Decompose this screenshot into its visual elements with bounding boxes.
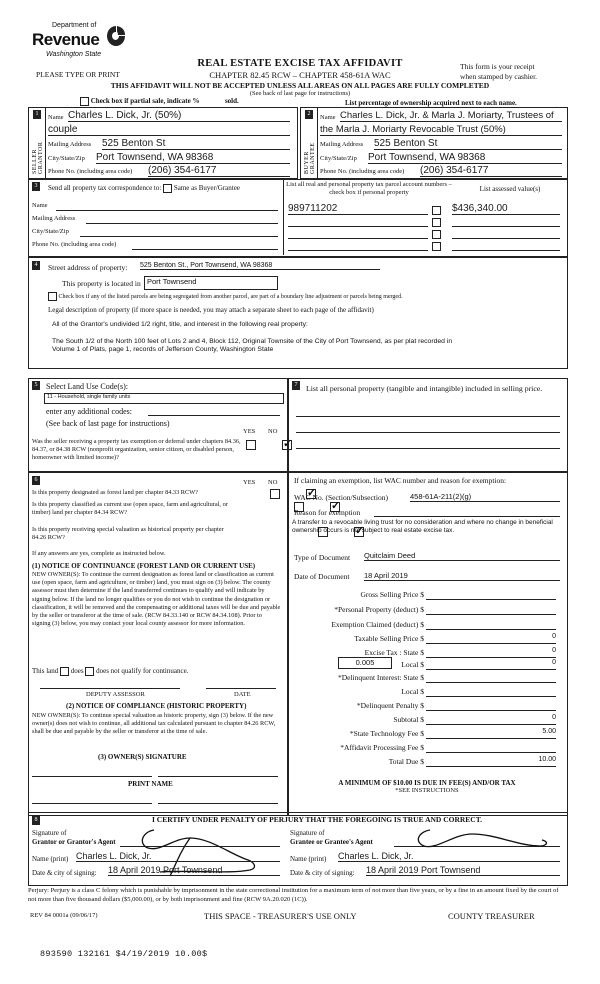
corr-city-label: City/State/Zip [32, 228, 69, 235]
grantor-name-label: Name (print) [32, 855, 69, 863]
partial-sale-checkbox[interactable] [80, 97, 89, 106]
print-name-line-2[interactable] [158, 803, 278, 804]
grantor-name-value[interactable]: Charles L. Dick, Jr. [76, 851, 280, 862]
current-use-question: Is this property classified as current use (open space, farm and agricultural, or timber) land per chapter 84.34 RCW? [32, 501, 228, 516]
street-address-label: Street address of property: [48, 263, 128, 272]
personal-property-deduct-value[interactable] [426, 604, 556, 615]
cashier-stamp: 893590 132161 $4/19/2019 10.00$ [40, 949, 208, 959]
delinquent-state-label: *Delinquent Interest: State $ [337, 673, 424, 682]
partial-sale-row [80, 97, 239, 106]
personal-property-checkbox-1[interactable] [432, 206, 441, 215]
seller-city-value[interactable]: Port Townsend, WA 98368 [96, 152, 290, 164]
continuance-title: (1) NOTICE OF CONTINUANCE (FOREST LAND OR CURRENT USE) [32, 562, 256, 570]
qualify-label: qualify for continuance. [121, 667, 189, 676]
grantee-date-label: Date & city of signing: [290, 869, 355, 877]
exemption-reason-label: Reason for exemption [294, 508, 361, 517]
corr-phone-field[interactable] [132, 249, 278, 250]
section-number: 5 [32, 381, 40, 390]
personal-property-field-1[interactable] [296, 416, 560, 417]
assessed-value-header: List assessed value(s) [479, 185, 541, 193]
agency-logo [32, 20, 132, 66]
wac-label: WAC No. (Section/Subsection) [294, 493, 388, 502]
deputy-assessor-line[interactable] [40, 688, 180, 689]
does-not-checkbox[interactable] [85, 667, 94, 676]
excise-state-label: Excise Tax : State $ [364, 648, 424, 657]
buyer-city-label: City/State/Zip [320, 155, 357, 162]
buyer-address-label: Mailing Address [320, 141, 364, 148]
parcel-list-header: List all real and personal property tax parcel account numbers – check box if personal property [286, 181, 452, 196]
instructions-note: (See back of last page for instructions) [249, 90, 351, 97]
seller-name-label: Name [48, 114, 64, 121]
seller-address-value[interactable]: 525 Benton St [102, 138, 290, 150]
agency-line1: Department of [52, 22, 97, 29]
buyer-phone-label: Phone No. (including area code) [320, 168, 405, 175]
form-number: REV 84 0001a (09/06/17) [30, 912, 98, 919]
grantor-signature-label: Signature of [32, 829, 67, 837]
local-excise-value[interactable]: 0 [426, 659, 556, 670]
total-due-value[interactable]: 10.00 [426, 756, 556, 767]
wac-value[interactable]: 458-61A-211(2)(g) [410, 492, 560, 502]
buyer-side-label: BUYER GRANTEE [304, 142, 316, 174]
deputy-assessor-label: DEPUTY ASSESSOR [86, 691, 145, 698]
grantor-date-label: Date & city of signing: [32, 869, 97, 877]
yes-header: YES [243, 428, 256, 435]
grantor-interest: All of the Grantor's undivided 1/2 right, title, and interest in the following real property: [52, 321, 308, 328]
see-instructions-label: (See back of last page for instructions) [46, 419, 170, 428]
exemption-reason-line[interactable] [374, 516, 560, 517]
ownership-pct-note: List percentage of ownership acquired next to each name. [345, 99, 517, 107]
delinquent-local-value[interactable] [426, 686, 556, 697]
seller-side-label: SELLER GRANTOR [32, 141, 44, 174]
grantor-agent-label: Grantor or Grantor's Agent [32, 838, 116, 846]
grantee-name-label: Name (print) [290, 855, 327, 863]
taxable-price-value[interactable]: 0 [426, 633, 556, 644]
form-chapter: CHAPTER 82.45 RCW – CHAPTER 458-61A WAC [209, 70, 391, 80]
no-header: NO [268, 428, 278, 435]
affidavit-fee-label: *Affidavit Processing Fee $ [340, 743, 424, 752]
corr-city-field[interactable] [80, 236, 278, 237]
excise-state-value[interactable]: 0 [426, 647, 556, 658]
land-use-code-field[interactable]: 11 - Household, single family units [44, 393, 284, 404]
form-warning: THIS AFFIDAVIT WILL NOT BE ACCEPTED UNLESS ALL AREAS ON ALL PAGES ARE FULLY COMPLETED [110, 81, 490, 90]
grantee-name-value[interactable]: Charles L. Dick, Jr. [338, 851, 560, 862]
delinquent-penalty-label: *Delinquent Penalty $ [356, 701, 424, 710]
land-qualify-row [32, 667, 188, 676]
continuance-text: NEW OWNER(S): To continue the current designation as forest land or classification as current use (open space, farm and agriculture, or timber) land, you must sign on (3) below. The county assessor must then determine if the land transferred continues to qualify and will indicate by signing below. If the land no longer qualifies or you do not wish to continue the designation or classification, it will be removed and the compensating or additional taxes will be due and payable by the seller or transferor at the time of sale. (RCW 84.33.140 or RCW 84.34.108). Prior to signing (3) below, you may contact your local county assessor for more information. [32, 571, 281, 628]
historic-question: Is this property receiving special valuation as historical property per chapter 84.26 RCW? [32, 526, 224, 541]
section-number: 1 [33, 110, 41, 119]
located-in-value[interactable]: Port Townsend [144, 276, 278, 290]
grantee-signature [400, 824, 560, 854]
buyer-city-value[interactable]: Port Townsend, WA 98368 [368, 152, 562, 164]
corr-name-field[interactable] [56, 210, 278, 211]
owner-signature-line-1[interactable] [32, 776, 152, 777]
parcel-number-4[interactable] [288, 250, 428, 251]
delinquent-penalty-value[interactable] [426, 700, 556, 711]
delinquent-local-label: Local $ [401, 687, 424, 696]
taxable-price-label: Taxable Selling Price $ [354, 634, 424, 643]
same-as-buyer-label: Same as Buyer/Grantee [173, 184, 240, 193]
perjury-notice: Perjury: Perjury is a class C felony which is punishable by imprisonment in the state correctional institution for a maximum term of not more than five years, or by a fine in an amount fixed by the court of not more than five thousand dollars ($5,000.00), or by both imprisonment and fine (RCW 9A.20.020 (1C)). [28, 887, 559, 903]
gross-price-label: Gross Selling Price $ [360, 590, 424, 599]
see-instructions-note: *SEE INSTRUCTIONS [395, 787, 459, 794]
section-number: 8 [32, 816, 40, 825]
receipt-note-1: This form is your receipt [460, 62, 535, 71]
street-address-value[interactable]: 525 Benton St., Port Townsend, WA 98368 [140, 262, 380, 270]
seller-address-label: Mailing Address [48, 141, 92, 148]
same-as-buyer-checkbox[interactable] [163, 184, 172, 193]
total-due-label: Total Due $ [388, 757, 424, 766]
certify-statement: I CERTIFY UNDER PENALTY OF PERJURY THAT THE FOREGOING IS TRUE AND CORRECT. [152, 815, 483, 824]
personal-property-checkbox-3[interactable] [432, 230, 441, 239]
assessed-value-4[interactable] [452, 250, 560, 251]
document-date-value[interactable]: 18 April 2019 [364, 571, 560, 581]
buyer-name-line-2[interactable]: the Marla J. Moriarty Revocable Trust (50%) [320, 124, 562, 136]
buyer-phone-value[interactable]: (206) 354-6177 [420, 165, 562, 177]
corr-address-label: Mailing Address [32, 215, 76, 222]
receipt-note-2: when stamped by cashier. [460, 72, 538, 81]
this-land-label: This land [32, 667, 59, 676]
exemption-claimed-value[interactable] [426, 619, 556, 630]
corr-name-label: Name [32, 202, 48, 209]
seller-phone-value[interactable]: (206) 354-6177 [148, 165, 290, 177]
document-date-label: Date of Document [294, 572, 350, 581]
assessed-value-3[interactable] [452, 238, 560, 239]
local-excise-label: Local $ [401, 660, 424, 669]
no-header-6: NO [268, 479, 278, 486]
assessed-value-1[interactable]: $436,340.00 [452, 203, 560, 215]
located-in-label: This property is located in [62, 279, 141, 288]
personal-property-text: List all personal property (tangible and intangible) included in selling price. [306, 384, 543, 393]
technology-fee-label: *State Technology Fee $ [349, 729, 424, 738]
form-title: REAL ESTATE EXCISE TAX AFFIDAVIT [197, 58, 403, 69]
does-checkbox[interactable] [60, 667, 69, 676]
send-correspondence-label [48, 184, 240, 193]
exemption-reason-text: A transfer to a revocable living trust for no consideration and where no change in beneficial ownership occurs is not subject to real estate excise tax. [292, 519, 553, 534]
designation-section [28, 472, 288, 816]
section-number: 2 [305, 110, 313, 119]
agency-line2: Revenue [32, 30, 100, 49]
seller-phone-label: Phone No. (including area code) [48, 168, 133, 175]
personal-property-deduct-label: *Personal Property (deduct) $ [334, 605, 424, 614]
section-number: 4 [32, 261, 40, 270]
assessor-date-line[interactable] [206, 688, 276, 689]
buyer-name-value[interactable]: Charles L. Dick, Jr. & Marla J. Moriarty, Trustees of [340, 110, 562, 122]
county-treasurer-label: COUNTY TREASURER [448, 911, 535, 921]
parcel-number-1[interactable]: 989711202 [288, 203, 428, 215]
seller-city-label: City/State/Zip [48, 155, 85, 162]
assessor-date-label: DATE [234, 691, 251, 698]
legal-description-line-2: Volume 1 of Plats, page 1, records of Jefferson County, Washington State [52, 346, 274, 353]
any-yes-instruction: If any answers are yes, complete as instructed below. [32, 550, 166, 557]
type-or-print: PLEASE TYPE OR PRINT [36, 70, 120, 79]
exemption-claim-label: If claiming an exemption, list WAC number and reason for exemption: [294, 476, 507, 485]
assessed-value-2[interactable] [452, 226, 560, 227]
technology-fee-value[interactable]: 5.00 [426, 728, 556, 739]
corr-phone-label: Phone No. (including area code) [32, 241, 117, 248]
owner-signature-title: (3) OWNER(S) SIGNATURE [98, 753, 187, 761]
exemption-yes-checkbox[interactable] [246, 440, 256, 450]
segregation-checkbox[interactable] [48, 292, 57, 301]
does-not-label: does not [96, 667, 120, 676]
exemption-claimed-label: Exemption Claimed (deduct) $ [331, 620, 424, 629]
parcel-number-2[interactable] [288, 226, 428, 227]
delinquent-state-value[interactable] [426, 672, 556, 683]
agency-line3: Washington State [46, 51, 102, 58]
partial-sale-label: Check box if partial sale, indicate % [90, 97, 200, 106]
grantee-agent-label: Grantee or Grantee's Agent [290, 838, 373, 846]
legal-description-line-1: The South 1/2 of the North 100 feet of Lots 2 and 4, Block 112, Original Townsite of the City of Port Townsend, as per plat recorded in [52, 338, 453, 345]
gross-price-value[interactable] [426, 589, 556, 600]
print-name-line-1[interactable] [32, 803, 152, 804]
exemption-question: Was the seller receiving a property tax exemption or deferral under chapters 84.36, 84.37, or 84.38 RCW (nonprofit organization, senior citizen, or disabled person, homeowner with limited income)? [32, 438, 241, 461]
buyer-name-label: Name [320, 114, 336, 121]
document-type-label: Type of Document [294, 553, 351, 562]
parcel-number-3[interactable] [288, 238, 428, 239]
grantor-date-value[interactable]: 18 April 2019 Port Townsend [108, 865, 280, 876]
section-number: 3 [32, 182, 40, 191]
legal-description-label: Legal description of property (if more space is needed, you may attach a separate sheet to each page of the affidavit) [48, 306, 374, 314]
affidavit-fee-value[interactable] [426, 742, 556, 753]
seller-name-line-2[interactable]: couple [48, 124, 290, 136]
forest-yes-checkbox[interactable] [270, 489, 280, 499]
owner-signature-line-2[interactable] [158, 776, 278, 777]
does-label: does [70, 667, 84, 676]
document-type-value[interactable]: Quitclaim Deed [364, 551, 560, 561]
section-number: 6 [32, 476, 40, 485]
additional-codes-label: enter any additional codes: [46, 407, 132, 416]
grantee-signature-label: Signature of [290, 829, 325, 837]
segregation-row [48, 292, 403, 301]
section-number: 7 [292, 381, 300, 390]
personal-property-checkbox-2[interactable] [432, 218, 441, 227]
minimum-due-note: A MINIMUM OF $10.00 IS DUE IN FEE(S) AND/OR TAX [338, 779, 516, 787]
seller-name-value[interactable]: Charles L. Dick, Jr. (50%) [68, 110, 290, 122]
select-land-use-label: Select Land Use Code(s): [46, 382, 128, 391]
personal-property-field-2[interactable] [296, 432, 560, 433]
compliance-text: NEW OWNER(S): To continue special valuation as historic property, sign (3) below. If the new owner(s) does not wish to continue, all additional tax calculated pursuant to chapter 84.26 RCW, shall be due and payable by the seller or transferor at the time of sale. [32, 712, 276, 735]
print-name-label: PRINT NAME [128, 780, 173, 788]
segregation-label: Check box if any of the listed parcels are being segregated from another parcel, are part of a boundary line adjustment or parcels being merged. [58, 293, 403, 300]
personal-property-field-3[interactable] [296, 448, 560, 449]
forest-land-question: Is this property designated as forest land per chapter 84.33 RCW? [32, 489, 198, 496]
corr-address-field[interactable] [86, 223, 278, 224]
compliance-title: (2) NOTICE OF COMPLIANCE (HISTORIC PROPERTY) [66, 702, 247, 710]
personal-property-checkbox-4[interactable] [432, 242, 441, 251]
grantee-date-value[interactable]: 18 April 2019 Port Townsend [366, 865, 560, 876]
subtotal-value[interactable]: 0 [426, 714, 556, 725]
partial-sold-label: sold. [224, 97, 239, 106]
subtotal-label: Subtotal $ [393, 715, 424, 724]
treasurer-use-label: THIS SPACE - TREASURER'S USE ONLY [204, 911, 357, 921]
buyer-address-value[interactable]: 525 Benton St [374, 138, 562, 150]
local-rate-field[interactable]: 0.005 [338, 657, 392, 669]
yes-header-6: YES [243, 479, 256, 486]
additional-codes-field[interactable] [148, 415, 280, 416]
send-label: Send all property tax correspondence to: [48, 184, 162, 193]
agency-logo-icon [105, 24, 127, 48]
